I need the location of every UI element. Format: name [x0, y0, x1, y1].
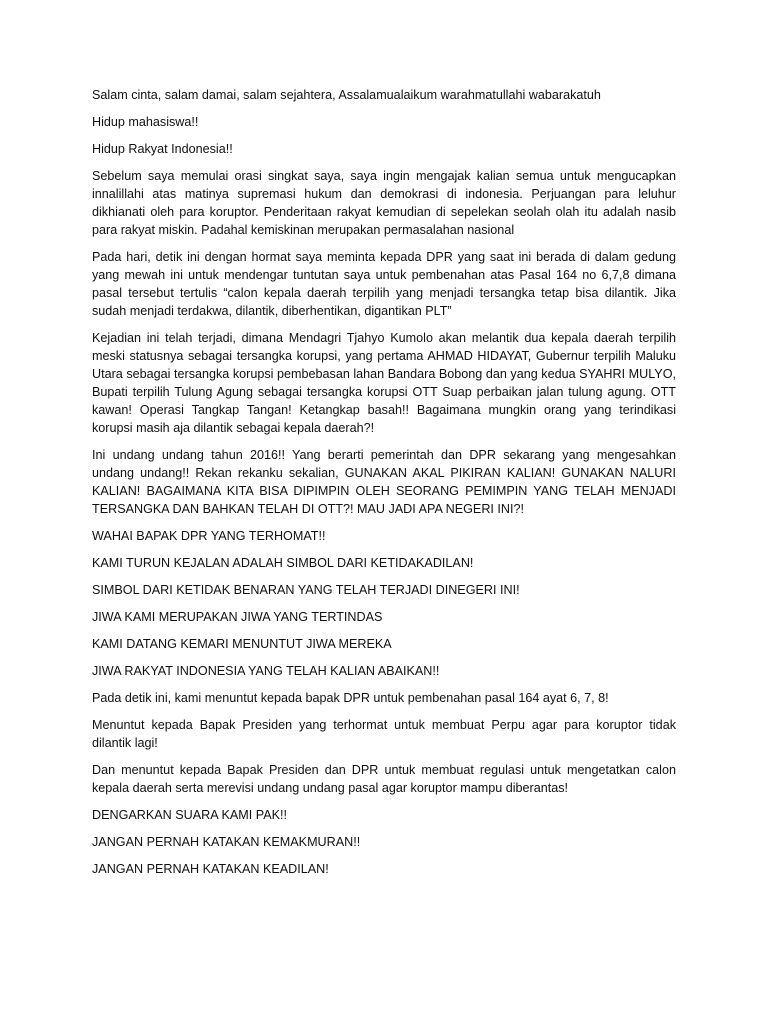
shout-line: WAHAI BAPAK DPR YANG TERHOMAT!!	[92, 529, 326, 543]
closing-line: JANGAN PERNAH KATAKAN KEMAKMURAN!!	[92, 835, 361, 849]
slogan-mahasiswa: Hidup mahasiswa!!	[92, 115, 199, 129]
shout-line: JIWA RAKYAT INDONESIA YANG TELAH KALIAN ABAIKAN!!	[92, 664, 440, 678]
shout-line: SIMBOL DARI KETIDAK BENARAN YANG TELAH TERJADI DINEGERI INI!	[92, 583, 520, 597]
closing-line: JANGAN PERNAH KATAKAN KEADILAN!	[92, 862, 329, 876]
demand-paragraph: Pada detik ini, kami menuntut kepada bapak DPR untuk pembenahan pasal 164 ayat 6, 7, 8!	[92, 691, 609, 705]
incident-paragraph: Kejadian ini telah terjadi, dimana Mendagri Tjahyo Kumolo akan melantik dua kepala daerah terpilih meski statusnya sebagai tersangka korupsi, yang pertama AHMAD HIDAYAT, Gubernur terpilih Maluku Utara sebagai tersangka korupsi pembebasan lahan Bandara Bobong dan yang kedua SYAHRI MULYO, Bupati terpilih Tulung Agung sebagai tersangka korupsi OTT Suap perbaikan jalan tulung agung. OTT kawan! Operasi Tangkap Tangan! Ketangkap basah!! Bagaimana mungkin orang yang terindikasi korupsi masih aja dilantik sebagai kepala daerah?!	[92, 331, 676, 435]
law-paragraph: Ini undang undang tahun 2016!! Yang berarti pemerintah dan DPR sekarang yang mengesahkan undang undang!! Rekan rekanku sekalian, GUNAKAN AKAL PIKIRAN KALIAN! GUNAKAN NALURI KALIAN! BAGAIMANA KITA BISA DIPIMPIN OLEH SEORANG PEMIMPIN YANG TELAH MENJADI TERSANGKA DAN BAHKAN TELAH DI OTT?! MAU JADI APA NEGERI INI?!	[92, 448, 676, 516]
intro-paragraph: Sebelum saya memulai orasi singkat saya, saya ingin mengajak kalian semua untuk mengucapkan innalillahi atas matinya supremasi hukum dan demokrasi di indonesia. Perjuangan para leluhur dikhianati oleh para koruptor. Penderitaan rakyat kemudian di sepelekan seolah olah itu adalah nasib para rakyat miskin. Padahal kemiskinan merupakan permasalahan nasional	[92, 169, 676, 237]
slogan-rakyat: Hidup Rakyat Indonesia!!	[92, 142, 233, 156]
document-page	[92, 86, 676, 887]
greeting-paragraph: Salam cinta, salam damai, salam sejahtera, Assalamualaikum warahmatullahi wabarakatuh	[92, 88, 601, 102]
closing-line: DENGARKAN SUARA KAMI PAK!!	[92, 808, 288, 822]
demand-paragraph: Dan menuntut kepada Bapak Presiden dan DPR untuk membuat regulasi untuk mengetatkan calon kepala daerah serta merevisi undang undang pasal agar koruptor mampu diberantas!	[92, 763, 676, 795]
demand-paragraph: Menuntut kepada Bapak Presiden yang terhormat untuk membuat Perpu agar para koruptor tidak dilantik lagi!	[92, 718, 676, 750]
shout-line: JIWA KAMI MERUPAKAN JIWA YANG TERTINDAS	[92, 610, 383, 624]
demand-dpr-paragraph: Pada hari, detik ini dengan hormat saya meminta kepada DPR yang saat ini berada di dalam gedung yang mewah ini untuk mendengar tuntutan saya untuk pembenahan atas Pasal 164 no 6,7,8 dimana pasal tersebut tertulis “calon kepala daerah terpilih yang menjadi tersangka tetap bisa dilantik. Jika sudah menjadi terdakwa, dilantik, diberhentikan, digantikan PLT”	[92, 250, 676, 318]
shout-line: KAMI TURUN KEJALAN ADALAH SIMBOL DARI KETIDAKADILAN!	[92, 556, 474, 570]
shout-line: KAMI DATANG KEMARI MENUNTUT JIWA MEREKA	[92, 637, 392, 651]
